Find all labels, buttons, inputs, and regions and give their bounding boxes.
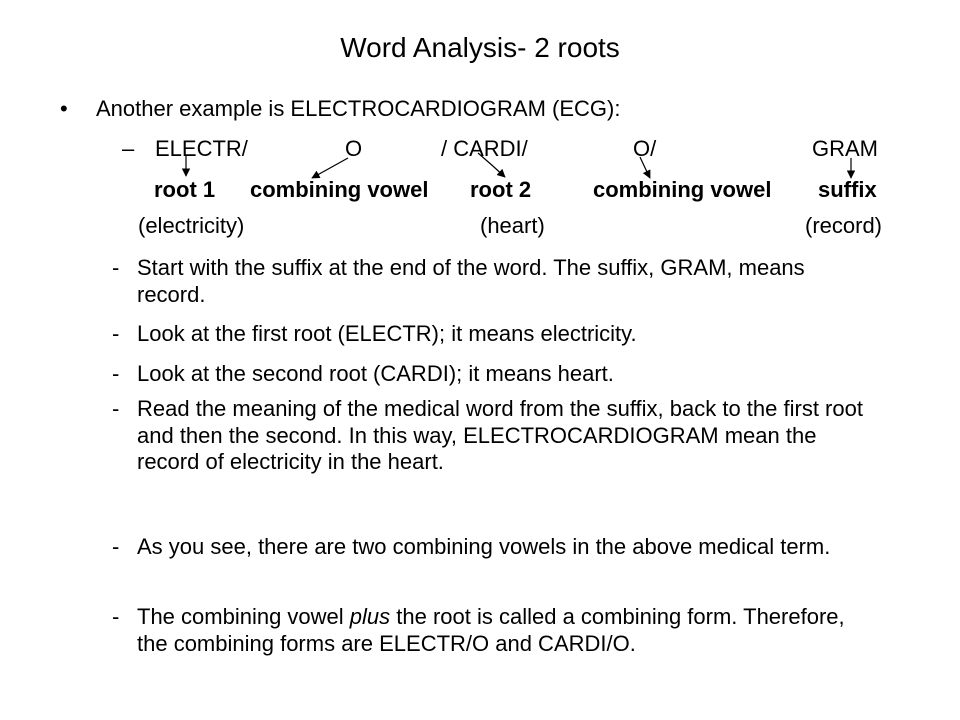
word-part-combining-vowel-2: O/ [633, 136, 657, 161]
breakdown-dash: – [122, 136, 135, 161]
label-combining-vowel-2: combining vowel [593, 177, 772, 202]
step-dash: - [112, 321, 120, 346]
intro-bullet-text: Another example is ELECTROCARDIOGRAM (ECG): [96, 96, 621, 121]
step-text [137, 604, 877, 657]
step-dash: - [112, 396, 120, 421]
step-dash: - [112, 361, 120, 386]
meaning-root-2: (heart) [480, 213, 545, 238]
step-text-after: the root is called a combining form. Therefore, the combining forms are ELECTR/O and CARDI/O. [137, 604, 845, 656]
word-part-combining-vowel-1: O [345, 136, 363, 161]
step-text: Look at the second root (CARDI); it means heart. [137, 361, 614, 386]
step-text-italic: plus [349, 604, 391, 629]
slide-title: Word Analysis- 2 roots [340, 32, 620, 63]
bullet-icon: • [60, 96, 68, 121]
word-part-root-2: / CARDI/ [441, 136, 528, 161]
meaning-suffix: (record) [805, 213, 883, 238]
step-dash: - [112, 604, 120, 629]
step-dash: - [112, 255, 120, 280]
step-text: As you see, there are two combining vowels in the above medical term. [137, 534, 831, 559]
label-suffix: suffix [818, 177, 877, 202]
label-root-1: root 1 [154, 177, 216, 202]
step-text: Look at the first root (ELECTR); it means electricity. [137, 321, 637, 346]
arrow-combining-vowel-1 [312, 158, 348, 178]
label-combining-vowel-1: combining vowel [250, 177, 429, 202]
word-part-root-1: ELECTR/ [155, 136, 248, 161]
step-text: Start with the suffix at the end of the word. The suffix, GRAM, means record. [137, 255, 805, 307]
word-part-suffix: GRAM [812, 136, 878, 161]
label-root-2: root 2 [470, 177, 532, 202]
meaning-root-1: (electricity) [138, 213, 245, 238]
step-text-before: The combining vowel [137, 604, 350, 629]
step-dash: - [112, 534, 120, 559]
step-text: Read the meaning of the medical word from the suffix, back to the first root and then the second. In this way, ELECTROCARDIOGRAM mean the record of electricity in the heart. [137, 396, 863, 474]
